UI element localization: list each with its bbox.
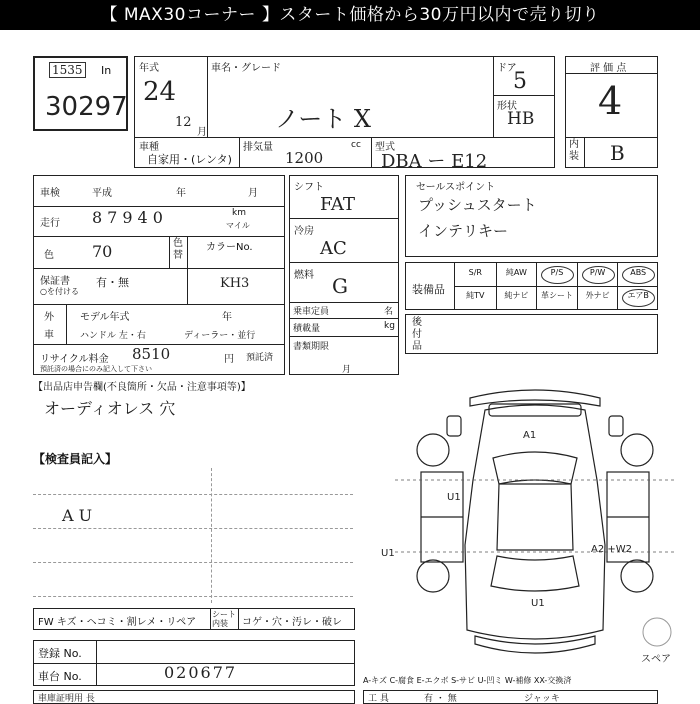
label-inspector: 【検査員記入】 <box>33 452 118 466</box>
damage-legend: A-キズ C-腐食 E-エクボ S-サビ U-凹ミ W-補修 XX-交換済 <box>363 676 572 685</box>
label-ac: 冷房 <box>294 226 314 237</box>
recycle-note: 預託済の場合にのみ記入して下さい <box>40 365 152 373</box>
sales-point-2: インテリキー <box>418 222 509 240</box>
label-color: 色 <box>44 250 54 261</box>
color-value: 70 <box>92 242 113 261</box>
equipment-item: 外ナビ <box>577 286 618 309</box>
label-model: 型式 <box>375 142 395 153</box>
equipment-circle <box>622 289 655 307</box>
label-doc-expiry: 書類期限 <box>293 342 330 352</box>
equipment-circle <box>541 266 574 284</box>
label-body-type: 形状 <box>497 101 517 112</box>
sales-point-box <box>405 175 658 257</box>
score-box <box>565 56 658 168</box>
banner: 【 MAX30コーナー 】スタート価格から30万円以内で売り切り <box>0 0 700 30</box>
front-left-wheel <box>417 434 449 466</box>
label-warranty: 保証書 <box>40 276 70 287</box>
sheet-label: シート内装 <box>212 610 236 628</box>
sales-point-1: プッシュスタート <box>418 196 537 214</box>
equipment-item: 純TV <box>466 291 485 300</box>
label-chassis: 車台 No. <box>38 670 82 683</box>
usage-value: 自家用・(レンタ) <box>147 153 232 166</box>
inspector-notes-value: A U <box>62 506 93 525</box>
label-seller-notes: 【出品店申告欄(不良箇所・欠品・注意事項等)】 <box>33 382 251 393</box>
label-km: km <box>232 208 246 218</box>
label-registration: 登録 No. <box>38 647 82 660</box>
mark-front: A1 <box>523 430 537 441</box>
equipment-item: ABS <box>617 263 658 286</box>
label-spare: スペア <box>641 654 671 665</box>
equipment-item: S/R <box>468 268 482 277</box>
label-garage: 車庫証明用 長 <box>38 694 95 704</box>
label-equipment: 装備品 <box>412 283 445 296</box>
label-heisei: 平成 <box>92 188 112 199</box>
month-label: 月 <box>197 127 207 138</box>
mark-left-door: U1 <box>447 492 461 503</box>
label-name-grade: 車名・グレード <box>211 63 281 74</box>
label-vehicle-type: 車種 <box>139 142 159 153</box>
fw-row-label: FW キズ・ヘコミ・割レメ・リペア <box>38 617 197 628</box>
door-value: 5 <box>513 69 527 94</box>
label-color-no: カラーNo. <box>206 242 253 253</box>
body-type-value: HB <box>507 109 535 129</box>
label-shaken: 車検 <box>40 188 60 199</box>
equipment-item: P/S <box>536 263 577 286</box>
chassis-value: 020677 <box>164 663 238 682</box>
inspector-area <box>33 468 353 603</box>
equipment-grid <box>455 263 659 310</box>
lot-small-number: 1535 <box>49 62 86 78</box>
label-aftermarket: 後付品 <box>412 317 422 352</box>
label-handle: ハンドル 左・右 <box>80 331 146 341</box>
label-fuel: 燃料 <box>294 270 314 281</box>
label-tools: 工 具 <box>368 694 389 704</box>
car-name-value: ノート X <box>275 105 371 133</box>
equipment-item: 純AW <box>496 263 537 286</box>
vehicle-header-block <box>134 56 555 172</box>
label-payload: 積載量 <box>293 324 321 334</box>
mark-rear: U1 <box>531 598 545 609</box>
rear-right-wheel <box>621 560 653 592</box>
label-model-year: モデル年式 <box>80 312 130 323</box>
equipment-circle <box>582 266 615 284</box>
spare-tire <box>643 618 671 646</box>
label-color-change: 色替 <box>173 238 183 261</box>
label-sales-point: セールスポイント <box>416 182 496 193</box>
equipment-item: エアB <box>617 286 658 309</box>
color-code-value: KH3 <box>220 276 250 291</box>
label-mileage: 走行 <box>40 218 60 229</box>
label-year: 年式 <box>139 63 159 74</box>
lot-box <box>33 56 128 131</box>
fw-row2-label: コゲ・穴・汚レ・破レ <box>242 617 342 628</box>
equipment-circle <box>622 266 655 284</box>
label-doc-month: 月 <box>342 365 352 375</box>
recycle-value: 8510 <box>132 345 171 363</box>
label-exterior-gai: 外 <box>44 312 54 323</box>
lot-suffix: In <box>101 64 112 77</box>
seller-notes-value: オーディオレス 穴 <box>44 399 176 418</box>
fw-row <box>33 608 355 630</box>
front-right-wheel <box>621 434 653 466</box>
mark-left-rear: U1 <box>381 548 395 559</box>
equipment-item: P/W <box>577 263 618 286</box>
ac-value: AC <box>320 238 347 259</box>
label-recycle: リサイクル料金 <box>40 354 109 365</box>
label-cc: cc <box>351 140 361 150</box>
roof <box>497 484 573 550</box>
tools-row <box>363 690 658 704</box>
rear-window <box>491 556 579 591</box>
label-yen: 円 <box>224 354 234 365</box>
model-value: DBA ー E12 <box>381 151 488 172</box>
hood-panel <box>489 404 581 416</box>
fuel-value: G <box>332 274 348 298</box>
shift-value: FAT <box>320 194 355 215</box>
mark-right-rear: A2 +W2 <box>591 544 633 555</box>
equipment-item: 革シート <box>536 286 577 309</box>
lot-number: 30297 <box>45 92 128 122</box>
windshield <box>493 452 577 484</box>
bottom-row <box>33 690 355 704</box>
label-exterior-sha: 車 <box>44 330 54 341</box>
spec-block <box>33 175 285 375</box>
label-tools-option: 有 ・ 無 <box>424 694 457 704</box>
label-model-year-suffix: 年 <box>222 312 232 323</box>
label-jack: ジャッキ <box>524 694 560 704</box>
equipment-box <box>405 262 658 310</box>
label-shift: シフト <box>294 182 324 193</box>
year-value: 24 <box>143 77 177 107</box>
label-payload-unit: kg <box>384 321 395 331</box>
label-capacity: 乗車定員 <box>293 307 330 317</box>
label-yotaku: 預託済 <box>246 353 274 363</box>
displacement-value: 1200 <box>285 149 324 167</box>
equipment-item: 純ナビ <box>496 286 537 309</box>
label-door: ドア <box>497 63 517 74</box>
label-capacity-unit: 名 <box>384 307 394 317</box>
rear-left-wheel <box>417 560 449 592</box>
month-value: 12 <box>175 115 192 130</box>
label-score: 評 価 点 <box>590 63 627 74</box>
label-displacement: 排気量 <box>243 142 273 153</box>
label-shaken-month: 月 <box>248 188 258 199</box>
aftermarket-box <box>405 314 658 354</box>
warranty-options: 有・無 <box>96 276 129 289</box>
car-damage-diagram <box>375 380 695 670</box>
middle-spec-block <box>289 175 399 375</box>
label-interior: 内装 <box>569 139 579 162</box>
label-mile: マイル <box>226 221 250 230</box>
registration-box <box>33 640 355 686</box>
interior-value: B <box>610 141 625 165</box>
mileage-value: 87940 <box>92 208 168 227</box>
label-dealer: ディーラー・並行 <box>184 331 256 341</box>
warranty-note: ○を付ける <box>40 287 79 296</box>
score-value: 4 <box>598 79 623 123</box>
label-shaken-year: 年 <box>176 188 186 199</box>
